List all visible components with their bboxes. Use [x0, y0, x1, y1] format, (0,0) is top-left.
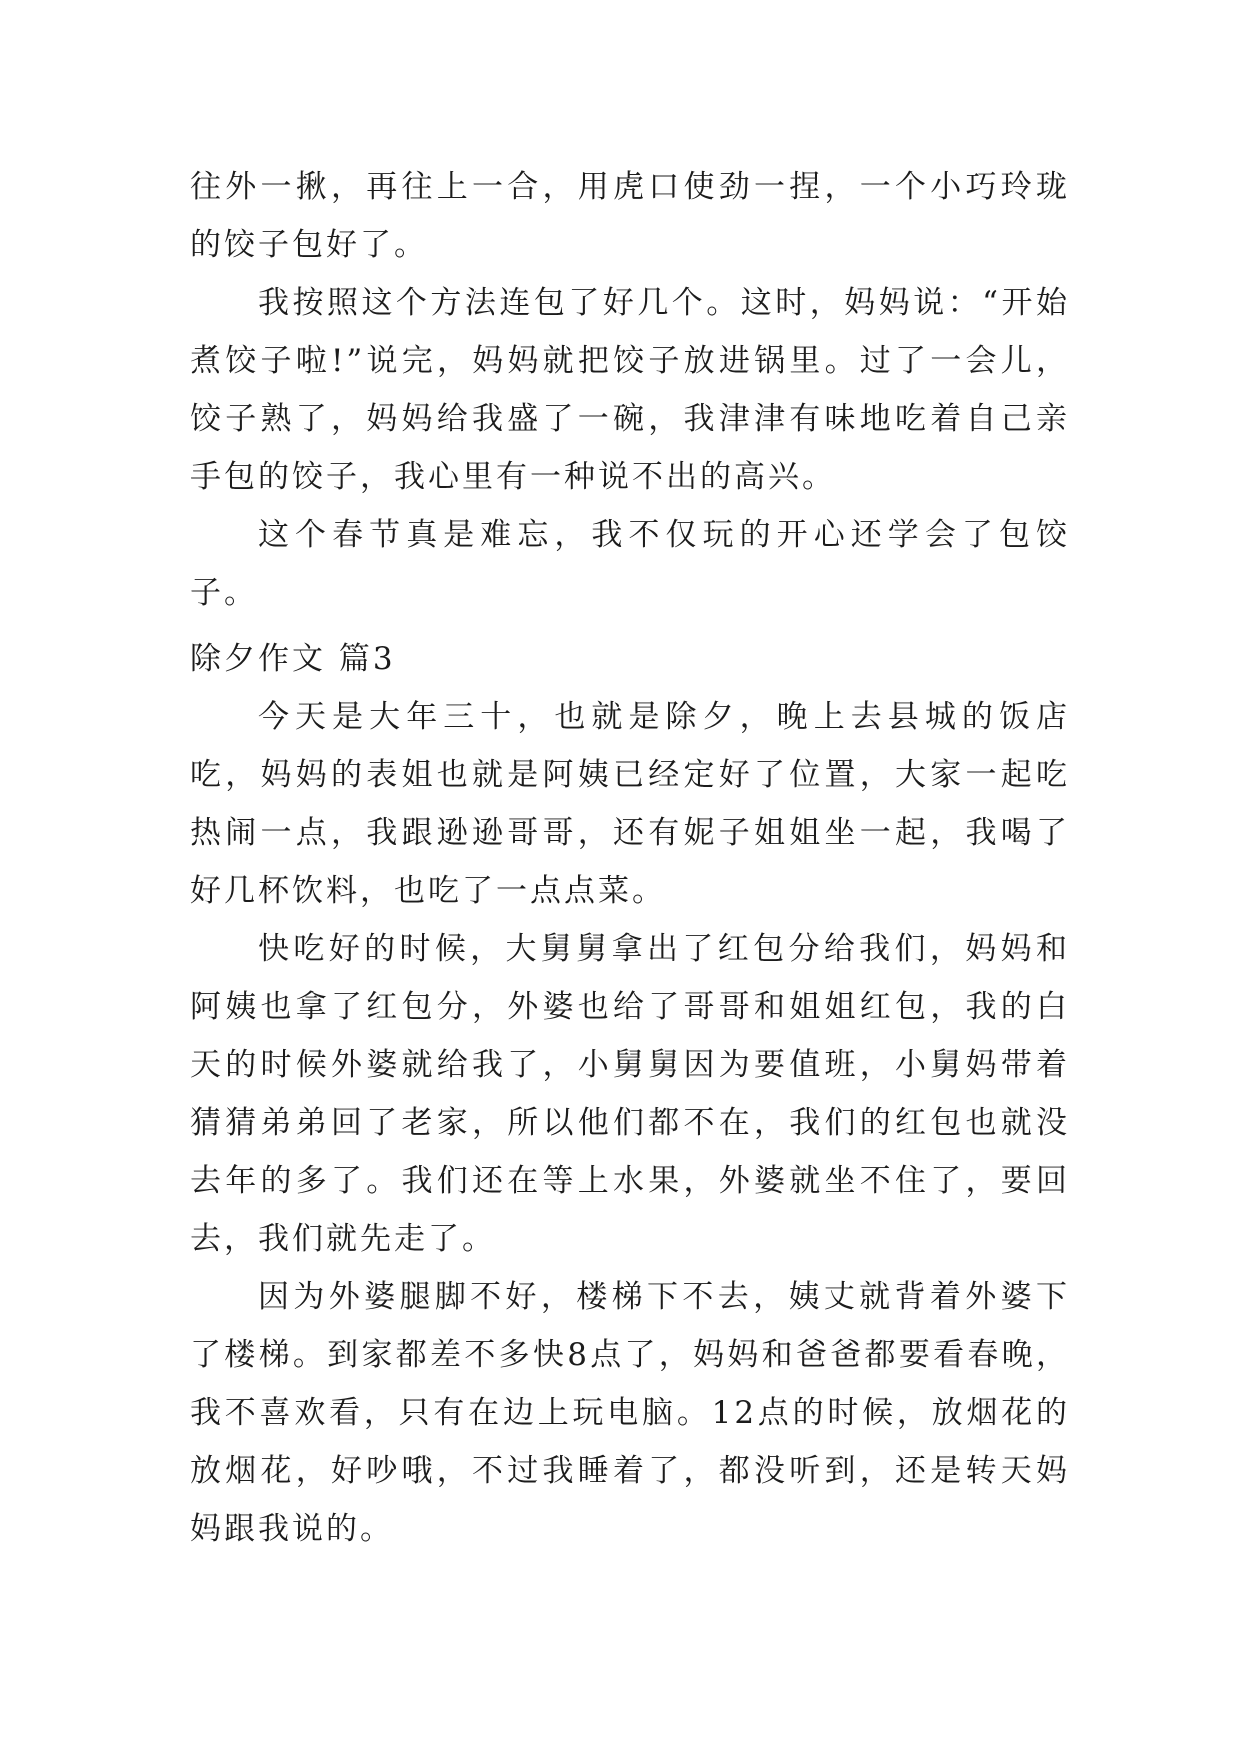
section-heading: 除夕作文 篇3	[190, 641, 396, 677]
paragraph-conclusion: 这个春节真是难忘，我不仅玩的开心还学会了包饺子。	[190, 517, 1070, 611]
essay-continuation	[190, 158, 1070, 622]
essay-section-3	[190, 630, 1070, 1558]
paragraph-dumpling-folding: 往外一揪，再往上一合，用虎口使劲一捏，一个小巧玲珑的饺子包好了。	[190, 169, 1070, 263]
paragraph-cooking-dumplings: 我按照这个方法连包了好几个。这时，妈妈说：“开始煮饺子啦!”说完，妈妈就把饺子放进锅里。过了一会儿，饺子熟了，妈妈给我盛了一碗，我津津有味地吃着自己亲手包的饺子，我心里有一种说不出的高兴。	[190, 285, 1070, 495]
paragraph-new-years-eve-dinner: 今天是大年三十，也就是除夕，晚上去县城的饭店吃，妈妈的表姐也就是阿姨已经定好了位置，大家一起吃热闹一点，我跟逊逊哥哥，还有妮子姐姐坐一起，我喝了好几杯饮料，也吃了一点点菜。	[190, 699, 1070, 909]
paragraph-red-envelopes: 快吃好的时候，大舅舅拿出了红包分给我们，妈妈和阿姨也拿了红包分，外婆也给了哥哥和姐姐红包，我的白天的时候外婆就给我了，小舅舅因为要值班，小舅妈带着猜猜弟弟回了老家，所以他们都不在，我们的红包也就没去年的多了。我们还在等上水果，外婆就坐不住了，要回去，我们就先走了。	[190, 931, 1070, 1257]
paragraph-going-home: 因为外婆腿脚不好，楼梯下不去，姨丈就背着外婆下了楼梯。到家都差不多快8点了，妈妈和爸爸都要看春晚，我不喜欢看，只有在边上玩电脑。12点的时候，放烟花的放烟花，好吵哦，不过我睡着了，都没听到，还是转天妈妈跟我说的。	[190, 1279, 1070, 1547]
